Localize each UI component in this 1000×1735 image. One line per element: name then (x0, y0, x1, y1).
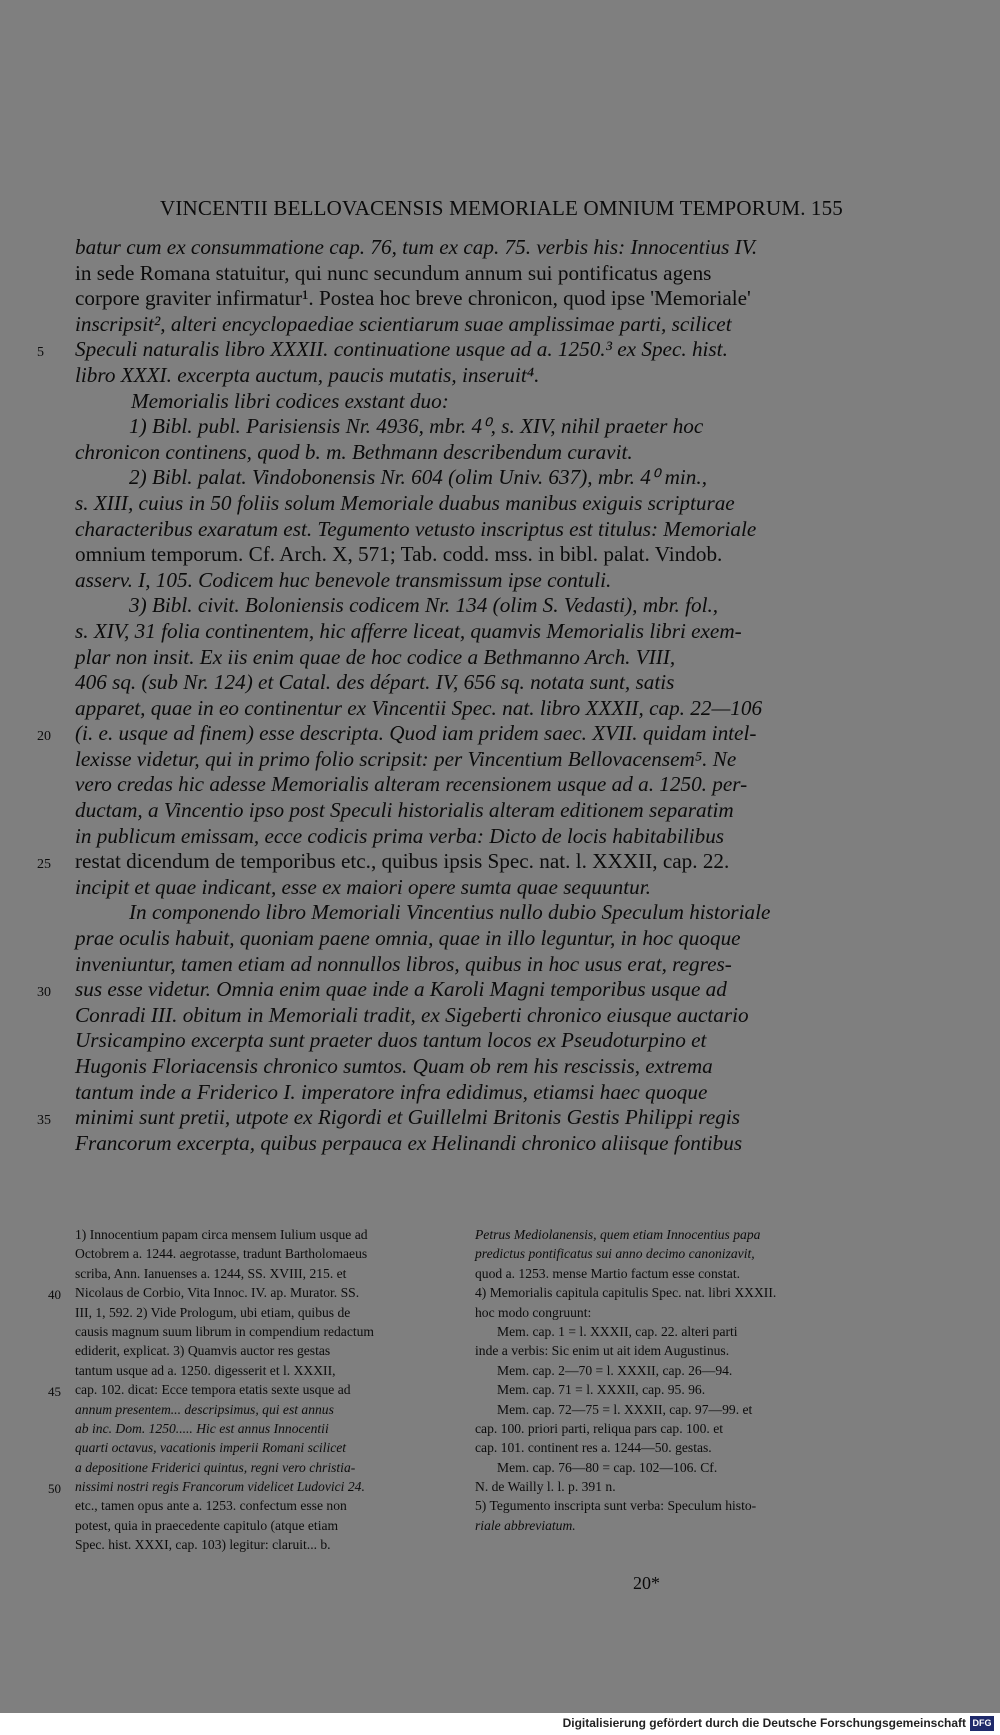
line-number: 35 (37, 1113, 51, 1129)
text-line: apparet, quae in eo continentur ex Vincentii Spec. nat. libro XXXII, cap. 22—106 (75, 695, 763, 720)
text-line: minimi sunt pretii, utpote ex Rigordi et Guillelmi Britonis Gestis Philippi regis (75, 1105, 741, 1130)
text-line: Memorialis libri codices exstant duo: (131, 388, 449, 413)
text-line: chronicon continens, quod b. m. Bethmann describendum curavit. (75, 439, 633, 464)
line-number (0, 468, 11, 494)
text-line-with-number (37, 849, 845, 875)
text-line: Conradi III. obitum in Memoriali tradit, ex Sigeberti chronico eiusque auctario (75, 1002, 749, 1027)
text-line: vero credas hic adesse Memorialis alteram recensionem usque ad a. 1250. per- (75, 772, 748, 797)
text-line: batur cum ex consummatione cap. 76, tum ex cap. 75. verbis his: Innocentius IV. (75, 235, 758, 259)
footnote-line: causis magnum suum librum in compendium redactum (75, 1323, 375, 1339)
running-header (75, 196, 843, 224)
text-line-with-number (37, 977, 845, 1003)
line-number: 5 (37, 345, 44, 361)
footnote-line: scriba, Ann. Ianuenses a. 1244, SS. XVIII, 215. et (75, 1265, 347, 1281)
footnote-line: etc., tamen opus ante a. 1253. confectum esse non (75, 1498, 347, 1514)
footnote-line: 5) Tegumento inscripta sunt verba: Speculum histo- (475, 1498, 757, 1514)
footnote-line: ediderit, explicat. 3) Quamvis auctor res gestas (75, 1343, 331, 1359)
text-line: in sede Romana statuitur, qui nunc secundum annum sui pontificatus agens (75, 260, 712, 285)
footnote-line: N. de Wailly l. l. p. 391 n. (475, 1479, 616, 1495)
footnote-line: Mem. cap. 1 = l. XXXII, cap. 22. alteri parti (497, 1323, 738, 1339)
line-number: 30 (37, 985, 51, 1001)
page-number: 155 (810, 196, 843, 220)
text-line: plar non insit. Ex iis enim quae de hoc codice a Bethmanno Arch. VIII, (75, 644, 676, 669)
line-number (0, 596, 11, 622)
footnote-line: a depositione Friderici quintus, regni vero christia- (75, 1459, 356, 1475)
text-line-with-number (37, 337, 845, 363)
funding-notice: Digitalisierung gefördert durch die Deutsche Forschungsgemeinschaft (562, 1716, 966, 1730)
footnote-line-with-number (48, 1380, 455, 1400)
footnote-line: 4) Memorialis capitula capitulis Spec. nat. libri XXXII. (475, 1285, 777, 1301)
text-line: tantum inde a Friderico I. imperatore infra edidimus, etiamsi haec quoque (75, 1079, 708, 1104)
footnote-line: Mem. cap. 71 = l. XXXII, cap. 95. 96. (497, 1382, 706, 1398)
footnote-line: cap. 102. dicat: Ecce tempora etatis sexte usque ad (75, 1382, 351, 1398)
footnote-line: ab inc. Dom. 1250..... Hic est annus Innocentii (75, 1420, 329, 1436)
main-text (37, 235, 845, 1156)
text-line: Speculi naturalis libro XXXII. continuatione usque ad a. 1250.³ ex Spec. hist. (75, 337, 728, 362)
footnote-line: Octobrem a. 1244. aegrotasse, tradunt Bartholomaeus (75, 1246, 368, 1262)
line-number: 25 (37, 857, 51, 873)
footnote-line: III, 1, 592. 2) Vide Prologum, ubi etiam, quibus de (75, 1304, 351, 1320)
text-line: Ursicampino excerpta sunt praeter duos tantum locos ex Pseudoturpino et (75, 1028, 707, 1053)
text-line: sus esse videtur. Omnia enim quae inde a Karoli Magni temporibus usque ad (75, 977, 727, 1002)
line-number: 40 (48, 1287, 61, 1303)
text-line: corpore graviter infirmatur¹. Postea hoc breve chronicon, quod ipse 'Memoriale' (75, 286, 751, 311)
text-line: asserv. I, 105. Codicem huc benevole transmissum ipse contuli. (75, 567, 612, 592)
footnote-line: Mem. cap. 76—80 = cap. 102—106. Cf. (497, 1459, 718, 1475)
text-line: 1) Bibl. publ. Parisiensis Nr. 4936, mbr. 4⁰, s. XIV, nihil praeter hoc (129, 414, 704, 439)
footnote-line: Petrus Mediolanensis, quem etiam Innocentius papa (475, 1227, 761, 1242)
text-line-with-number (37, 721, 845, 747)
footnote-line: cap. 101. continent res a. 1244—50. gestas. (475, 1440, 712, 1456)
text-line: (i. e. usque ad finem) esse descripta. Quod iam pridem saec. XVII. quidam intel- (75, 721, 757, 746)
text-line: incipit et quae indicant, esse ex maiori opere sumta quae sequuntur. (75, 874, 651, 899)
text-line: restat dicendum de temporibus etc., quibus ipsis Spec. nat. l. XXXII, cap. 22. (75, 849, 730, 874)
line-number: 20 (37, 729, 51, 745)
digitization-footer (0, 1713, 1000, 1735)
footnote-line: predictus pontificatus sui anno decimo canonizavit, (475, 1246, 755, 1262)
footnote-line: riale abbreviatum. (475, 1517, 576, 1533)
footnote-line: quarti octavus, vacationis imperii Romani scilicet (75, 1440, 347, 1456)
footnote-line-with-number (48, 1477, 455, 1497)
text-line: s. XIV, 31 folia continentem, hic afferre liceat, quamvis Memorialis libri exem- (75, 618, 742, 643)
text-line: In componendo libro Memoriali Vincentius nullo dubio Speculum historiale (129, 900, 771, 925)
text-line: in publicum emissam, ecce codicis prima verba: Dicto de locis habitabilibus (75, 823, 725, 848)
text-line: omnium temporum. Cf. Arch. X, 571; Tab. codd. mss. in bibl. palat. Vindob. (75, 542, 723, 567)
footnote-line: nissimi nostri regis Francorum videlicet Ludovici 24. (75, 1479, 365, 1495)
text-line-with-number (75, 593, 845, 619)
footnote-line: 1) Innocentium papam circa mensem Iulium usque ad (75, 1227, 368, 1242)
footnote-line: cap. 100. priori parti, reliqua pars cap. 100. et (475, 1420, 723, 1436)
footnote-line: hoc modo congruunt: (475, 1304, 592, 1320)
text-line: characteribus exaratum est. Tegumento vetusto inscriptus est titulus: Memoriale (75, 516, 757, 541)
footnote-line: inde a verbis: Sic enim ut ait idem Augustinus. (475, 1343, 730, 1359)
running-title: VINCENTII BELLOVACENSIS MEMORIALE OMNIUM TEMPORUM. (160, 196, 806, 220)
text-line: libro XXXI. excerpta auctum, paucis mutatis, inseruit⁴. (75, 362, 540, 387)
footnote-line: quod a. 1253. mense Martio factum esse constat. (475, 1265, 741, 1281)
footnote-line: Spec. hist. XXXI, cap. 103) legitur: claruit... b. (75, 1537, 331, 1553)
signature-mark: 20* (633, 1573, 660, 1593)
footnote-line: Mem. cap. 2—70 = l. XXXII, cap. 26—94. (497, 1362, 733, 1378)
text-line: Hugonis Floriacensis chronico sumtos. Quam ob rem his rescissis, extrema (75, 1054, 713, 1078)
text-line: inveniuntur, tamen etiam ad nonnullos libros, quibus in hoc usus erat, regres- (75, 951, 732, 976)
text-line: 3) Bibl. civit. Boloniensis codicem Nr. 134 (olim S. Vedasti), mbr. fol., (129, 593, 719, 618)
text-line: 406 sq. (sub Nr. 124) et Catal. des départ. IV, 656 sq. notata sunt, satis (75, 670, 675, 695)
dfg-logo-icon: DFG (970, 1716, 994, 1731)
footnote-line: annum presentem... descripsimus, qui est annus (75, 1401, 334, 1417)
text-line-with-number (75, 465, 845, 491)
text-line: prae oculis habuit, quoniam paene omnia, quae in illo leguntur, in hoc quoque (75, 926, 741, 951)
line-number: 50 (48, 1481, 61, 1497)
footnotes-left-column (48, 1225, 455, 1555)
text-line: inscripsit², alteri encyclopaediae scientiarum suae amplissimae parti, scilicet (75, 311, 732, 336)
text-line-with-number (37, 1105, 845, 1131)
footnote-line: Mem. cap. 72—75 = l. XXXII, cap. 97—99. et (497, 1401, 753, 1417)
footnote-line: potest, quia in praecedente capitulo (atque etiam (75, 1517, 339, 1533)
footnote-line: Nicolaus de Corbio, Vita Innoc. IV. ap. Murator. SS. (75, 1285, 360, 1301)
text-line: s. XIII, cuius in 50 foliis solum Memoriale duabus manibus exiguis scripturae (75, 490, 735, 515)
footnote-line-with-number (48, 1283, 455, 1303)
text-line: 2) Bibl. palat. Vindobonensis Nr. 604 (olim Univ. 637), mbr. 4⁰ min., (129, 465, 707, 490)
text-line: lexisse videtur, qui in primo folio scripsit: per Vincentium Bellovacensem⁵. Ne (75, 746, 737, 771)
footnote-line: tantum usque ad a. 1250. digesserit et l. XXXII, (75, 1362, 336, 1378)
footnotes-right-column (475, 1225, 855, 1535)
line-number: 45 (48, 1384, 61, 1400)
text-line: Francorum excerpta, quibus perpauca ex Helinandi chronico aliisque fontibus (75, 1130, 743, 1155)
text-line: ductam, a Vincentio ipso post Speculi historialis alteram editionem separatim (75, 798, 734, 823)
